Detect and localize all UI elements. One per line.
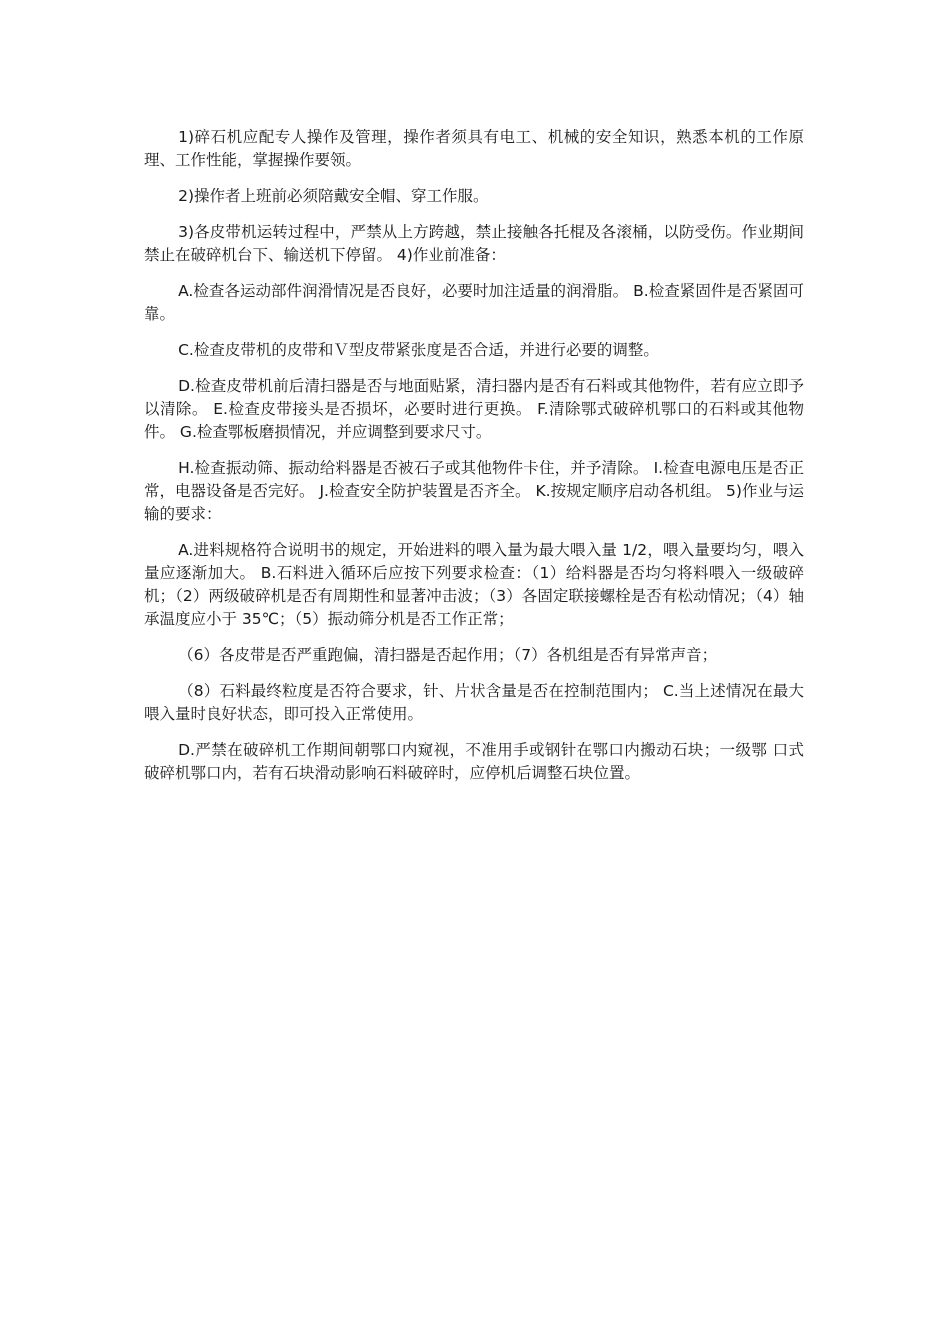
paragraph-10: （8）石料最终粒度是否符合要求，针、片状含量是否在控制范围内； C.当上述情况在最大喂入量时良好状态，即可投入正常使用。 xyxy=(144,682,804,723)
paragraph-7: H.检查振动筛、振动给料器是否被石子或其他物件卡住，并予清除。 I.检查电源电压是否正常，电器设备是否完好。 J.检查安全防护装置是否齐全。 K.按规定顺序启动各机组。 5)作业与运输的要求： xyxy=(144,459,804,523)
paragraph-6: D.检查皮带机前后清扫器是否与地面贴紧，清扫器内是否有石料或其他物件，若有应立即予以清除。 E.检查皮带接头是否损坏，必要时进行更换。 F.清除鄂式破碎机鄂口的石料或其他物件。 G.检查鄂板磨损情况，并应调整到要求尺寸。 xyxy=(144,377,804,441)
paragraph-3: 3)各皮带机运转过程中，严禁从上方跨越，禁止接触各托棍及各滚桶，以防受伤。作业期间禁止在破碎机台下、输送机下停留。 4)作业前准备： xyxy=(144,223,804,264)
paragraph-9: （6）各皮带是否严重跑偏，清扫器是否起作用；（7）各机组是否有异常声音； xyxy=(178,646,718,664)
document-page xyxy=(144,126,804,798)
paragraph-4: A.检查各运动部件润滑情况是否良好，必要时加注适量的润滑脂。 B.检查紧固件是否紧固可靠。 xyxy=(144,282,804,323)
paragraph-2: 2)操作者上班前必须陪戴安全帽、穿工作服。 xyxy=(178,187,489,205)
paragraph-5: C.检查皮带机的皮带和Ｖ型皮带紧张度是否合适，并进行必要的调整。 xyxy=(178,341,659,359)
paragraph-11: D.严禁在破碎机工作期间朝鄂口内窥视，不准用手或钢针在鄂口内搬动石块；一级鄂 口式破碎机鄂口内，若有石块滑动影响石料破碎时，应停机后调整石块位置。 xyxy=(144,741,804,782)
paragraph-1: 1)碎石机应配专人操作及管理，操作者须具有电工、机械的安全知识，熟悉本机的工作原理、工作性能，掌握操作要领。 xyxy=(144,128,804,169)
paragraph-8: A.进料规格符合说明书的规定，开始进料的喂入量为最大喂入量 1/2，喂入量要均匀，喂入量应逐渐加大。 B.石料进入循环后应按下列要求检查：（1）给料器是否均匀将料喂入一级破碎机；（2）两级破碎机是否有周期性和显著冲击波；（3）各固定联接螺栓是否有松动情况；（4）轴承温度应小于 35℃；（5）振动筛分机是否工作正常； xyxy=(144,541,804,628)
